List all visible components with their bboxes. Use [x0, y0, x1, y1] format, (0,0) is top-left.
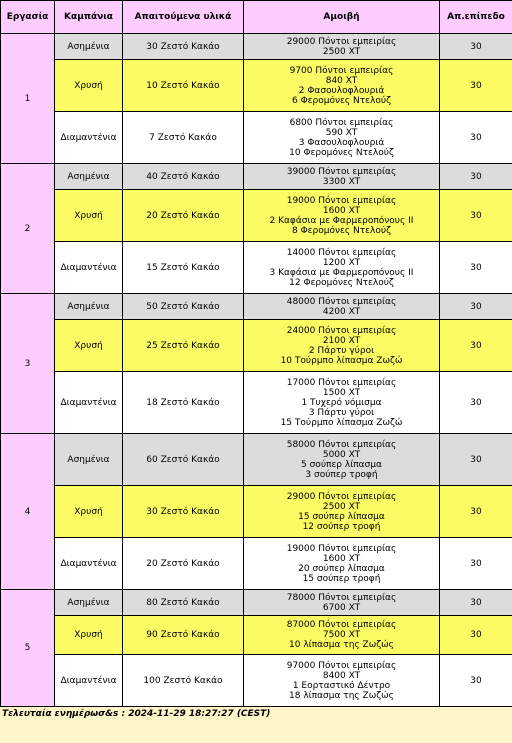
- reward-cell: [244, 164, 440, 190]
- header-materials: Απαιτούμενα υλικά: [123, 1, 244, 34]
- reward-line: 1 Τυχερό νόμισμα: [301, 397, 382, 408]
- campaign-cell: Χρυσή: [55, 486, 123, 538]
- reward-line: 1600 XT: [322, 205, 361, 216]
- campaign-cell: Διαμαντένια: [55, 112, 123, 164]
- reward-cell: [244, 616, 440, 655]
- table-row: [1, 34, 512, 60]
- reward-line: 20 σούπερ λίπασμα: [298, 563, 385, 574]
- reward-line: 18 λίπασμα της Ζωζώς: [289, 690, 394, 701]
- reward-line: 2 Φασουλοφλουριά: [298, 85, 385, 96]
- materials-cell: 80 Ζεστό Κακάο: [123, 590, 244, 616]
- level-cell: 30: [440, 112, 512, 164]
- header-reward: Αμοιβή: [244, 1, 440, 34]
- table-row: [1, 112, 512, 164]
- materials-cell: 20 Ζεστό Κακάο: [123, 538, 244, 590]
- reward-line: 3 Πάρτυ γύροι: [308, 407, 375, 418]
- level-cell: 30: [440, 434, 512, 486]
- materials-cell: 30 Ζεστό Κακάο: [123, 486, 244, 538]
- table-row: [1, 616, 512, 655]
- level-cell: 30: [440, 242, 512, 294]
- reward-line: 1600 XT: [322, 553, 361, 564]
- reward-line: 9700 Πόντοι εμπειρίας: [289, 65, 394, 76]
- level-cell: 30: [440, 294, 512, 320]
- materials-cell: 100 Ζεστό Κακάο: [123, 655, 244, 707]
- last-updated-footer: Τελευταία ενημέρωσ&s : 2024-11-29 18:27:27 (CEST): [2, 709, 271, 719]
- level-cell: 30: [440, 655, 512, 707]
- table-row: [1, 320, 512, 372]
- campaign-cell: Ασημένια: [55, 34, 123, 60]
- reward-line: 29000 Πόντοι εμπειρίας: [286, 491, 397, 502]
- materials-cell: 90 Ζεστό Κακάο: [123, 616, 244, 655]
- reward-cell: [244, 655, 440, 707]
- reward-line: 97000 Πόντοι εμπειρίας: [286, 660, 397, 671]
- reward-line: 8400 XT: [322, 670, 361, 681]
- reward-line: 3 Φασουλοφλουριά: [298, 137, 385, 148]
- reward-cell: [244, 538, 440, 590]
- reward-line: 78000 Πόντοι εμπειρίας: [286, 592, 397, 603]
- header-task: Εργασία: [1, 1, 55, 34]
- level-cell: 30: [440, 320, 512, 372]
- materials-cell: 10 Ζεστό Κακάο: [123, 60, 244, 112]
- reward-line: 3 Καφάσια με Φαρμεροπόνους II: [269, 267, 414, 278]
- materials-cell: 18 Ζεστό Κακάο: [123, 372, 244, 434]
- table-row: [1, 486, 512, 538]
- task-number: 5: [1, 590, 55, 707]
- reward-line: 2500 XT: [322, 46, 361, 57]
- task-number: 4: [1, 434, 55, 590]
- materials-cell: 30 Ζεστό Κακάο: [123, 34, 244, 60]
- reward-line: 19000 Πόντοι εμπειρίας: [286, 543, 397, 554]
- table-row: [1, 590, 512, 616]
- reward-line: 14000 Πόντοι εμπειρίας: [286, 247, 397, 258]
- reward-cell: [244, 434, 440, 486]
- reward-line: 15 σούπερ τροφή: [302, 573, 381, 584]
- level-cell: 30: [440, 60, 512, 112]
- table-row: [1, 294, 512, 320]
- materials-cell: 50 Ζεστό Κακάο: [123, 294, 244, 320]
- reward-line: 8 Φερομόνες Ντελούζ: [292, 225, 391, 236]
- reward-cell: [244, 112, 440, 164]
- campaign-cell: Χρυσή: [55, 320, 123, 372]
- reward-line: 6 Φερομόνες Ντελούζ: [292, 95, 391, 106]
- reward-line: 6700 XT: [322, 602, 361, 613]
- table-row: [1, 164, 512, 190]
- reward-line: 29000 Πόντοι εμπειρίας: [286, 36, 397, 47]
- reward-line: 3 σούπερ τροφή: [305, 469, 378, 480]
- reward-cell: [244, 590, 440, 616]
- reward-cell: [244, 294, 440, 320]
- header-campaign: Καμπάνια: [55, 1, 123, 34]
- reward-line: 6800 Πόντοι εμπειρίας: [289, 117, 394, 128]
- reward-line: 2100 XT: [322, 335, 361, 346]
- materials-cell: 25 Ζεστό Κακάο: [123, 320, 244, 372]
- materials-cell: 40 Ζεστό Κακάο: [123, 164, 244, 190]
- reward-line: 10 λίπασμα της Ζωζώς: [289, 640, 394, 650]
- campaign-cell: Ασημένια: [55, 294, 123, 320]
- campaign-cell: Διαμαντένια: [55, 655, 123, 707]
- reward-line: 840 XT: [325, 75, 358, 86]
- level-cell: 30: [440, 164, 512, 190]
- reward-line: 5 σούπερ λίπασμα: [301, 459, 382, 470]
- table-row: [1, 538, 512, 590]
- table-row: [1, 434, 512, 486]
- materials-cell: 7 Ζεστό Κακάο: [123, 112, 244, 164]
- task-number: 3: [1, 294, 55, 434]
- campaign-cell: Ασημένια: [55, 590, 123, 616]
- level-cell: 30: [440, 34, 512, 60]
- reward-line: 1500 XT: [322, 387, 361, 398]
- campaign-cell: Χρυσή: [55, 190, 123, 242]
- reward-line: 15 σούπερ λίπασμα: [298, 511, 385, 522]
- reward-line: 590 XT: [325, 127, 358, 138]
- table-row: [1, 372, 512, 434]
- reward-cell: [244, 320, 440, 372]
- reward-line: 10 Τούρμπο λίπασμα Ζωζώ: [280, 355, 403, 366]
- table-row: [1, 190, 512, 242]
- reward-line: 39000 Πόντοι εμπειρίας: [286, 166, 397, 177]
- campaign-cell: Χρυσή: [55, 616, 123, 655]
- reward-line: 17000 Πόντοι εμπειρίας: [286, 377, 397, 388]
- reward-line: 5000 XT: [322, 449, 361, 460]
- campaign-cell: Ασημένια: [55, 164, 123, 190]
- table-row: [1, 655, 512, 707]
- reward-line: 58000 Πόντοι εμπειρίας: [286, 439, 397, 450]
- reward-line: 12 Φερομόνες Ντελούζ: [289, 277, 394, 288]
- task-number: 1: [1, 34, 55, 164]
- reward-cell: [244, 486, 440, 538]
- reward-line: 1200 XT: [322, 257, 361, 268]
- reward-cell: [244, 34, 440, 60]
- level-cell: 30: [440, 538, 512, 590]
- level-cell: 30: [440, 616, 512, 655]
- reward-cell: [244, 372, 440, 434]
- reward-line: 2 Πάρτυ γύροι: [308, 345, 375, 356]
- campaign-cell: Διαμαντένια: [55, 372, 123, 434]
- reward-line: 4200 XT: [322, 306, 361, 317]
- materials-cell: 60 Ζεστό Κακάο: [123, 434, 244, 486]
- task-number: 2: [1, 164, 55, 294]
- reward-line: 19000 Πόντοι εμπειρίας: [286, 195, 397, 206]
- reward-cell: [244, 242, 440, 294]
- level-cell: 30: [440, 372, 512, 434]
- reward-line: 24000 Πόντοι εμπειρίας: [286, 325, 397, 336]
- table-body: [1, 34, 512, 707]
- materials-cell: 15 Ζεστό Κακάο: [123, 242, 244, 294]
- reward-line: 15 Τούρμπο λίπασμα Ζωζώ: [280, 417, 403, 428]
- campaign-cell: Χρυσή: [55, 60, 123, 112]
- reward-line: 87000 Πόντοι εμπειρίας: [286, 620, 397, 630]
- level-cell: 30: [440, 190, 512, 242]
- materials-cell: 20 Ζεστό Κακάο: [123, 190, 244, 242]
- reward-line: 1 Εορταστικό Δέντρο: [292, 680, 391, 691]
- level-cell: 30: [440, 486, 512, 538]
- reward-line: 10 Φερομόνες Ντελούζ: [289, 147, 394, 158]
- table-row: [1, 60, 512, 112]
- reward-cell: [244, 60, 440, 112]
- reward-line: 48000 Πόντοι εμπειρίας: [286, 296, 397, 307]
- reward-cell: [244, 190, 440, 242]
- campaign-cell: Ασημένια: [55, 434, 123, 486]
- table-header-row: [1, 1, 512, 34]
- reward-line: 2 Καφάσια με Φαρμεροπόνους II: [269, 215, 414, 226]
- reward-line: 12 σούπερ τροφή: [302, 521, 381, 532]
- level-cell: 30: [440, 590, 512, 616]
- reward-line: 7500 XT: [322, 630, 361, 640]
- campaign-cell: Διαμαντένια: [55, 242, 123, 294]
- reward-line: 2500 XT: [322, 501, 361, 512]
- campaign-cell: Διαμαντένια: [55, 538, 123, 590]
- header-level: Απ.επίπεδο: [440, 1, 512, 34]
- table-row: [1, 242, 512, 294]
- reward-line: 3300 XT: [322, 176, 361, 187]
